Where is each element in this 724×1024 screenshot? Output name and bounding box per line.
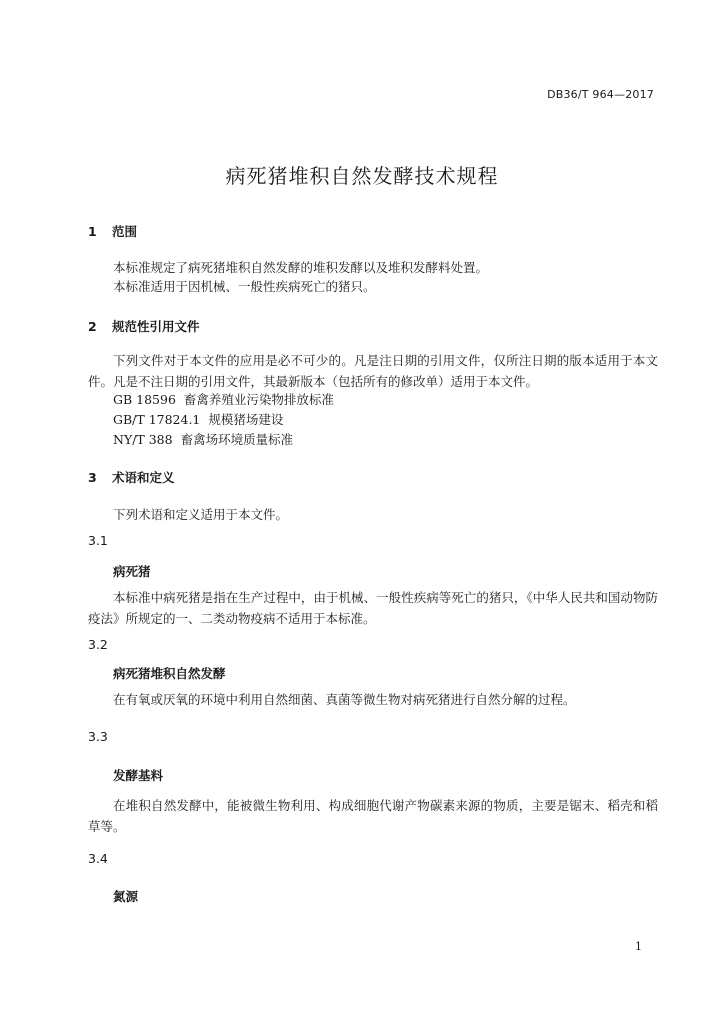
section-1-paragraph-1: 本标准规定了病死猪堆积自然发酵的堆积发酵以及堆积发酵料处置。 (113, 260, 489, 275)
term-number: 3.1 (88, 533, 108, 548)
section-number: 1 (88, 224, 97, 239)
section-title: 范围 (112, 224, 138, 239)
document-title: 病死猪堆积自然发酵技术规程 (225, 164, 499, 188)
reference-item (113, 430, 293, 448)
section-2-intro: 下列文件对于本文件的应用是必不可少的。凡是注日期的引用文件，仅所注日期的版本适用于本文件。凡是不注日期的引用文件，其最新版本（包括所有的修改单）适用于本文件。 (88, 353, 658, 389)
reference-code: GB/T 17824.1 (113, 412, 201, 427)
term-name: 病死猪 (113, 564, 151, 579)
section-3-intro: 下列术语和定义适用于本文件。 (113, 507, 289, 522)
term-number: 3.2 (88, 637, 108, 652)
section-number: 3 (88, 470, 97, 485)
reference-item (113, 390, 334, 408)
reference-item (113, 410, 283, 428)
reference-name: 畜禽养殖业污染物排放标准 (183, 392, 334, 407)
reference-code: GB 18596 (113, 392, 176, 407)
term-number: 3.4 (88, 851, 108, 866)
term-definition: 在堆积自然发酵中，能被微生物利用、构成细胞代谢产物碳素来源的物质，主要是锯末、稻壳和稻草等。 (88, 798, 658, 834)
section-1-paragraph-2: 本标准适用于因机械、一般性疾病死亡的猪只。 (113, 279, 376, 294)
section-number: 2 (88, 319, 97, 334)
term-definition: 本标准中病死猪是指在生产过程中，由于机械、一般性疾病等死亡的猪只，《中华人民共和国动物防疫法》所规定的一、二类动物疫病不适用于本标准。 (88, 590, 658, 626)
standard-code: DB36/T 964—2017 (547, 88, 654, 101)
reference-name: 规模猪场建设 (208, 412, 284, 427)
section-1-heading (88, 222, 137, 240)
term-name: 发酵基料 (113, 768, 164, 783)
term-definition: 在有氧或厌氧的环境中利用自然细菌、真菌等微生物对病死猪进行自然分解的过程。 (113, 692, 576, 707)
section-title: 规范性引用文件 (112, 319, 200, 334)
term-name: 氮源 (113, 889, 139, 904)
reference-name: 畜禽场环境质量标准 (180, 432, 294, 447)
term-number: 3.3 (88, 729, 108, 744)
section-3-heading (88, 468, 175, 486)
section-2-heading (88, 317, 200, 335)
reference-code: NY/T 388 (113, 432, 173, 447)
page-number: 1 (635, 940, 642, 953)
term-name: 病死猪堆积自然发酵 (113, 666, 226, 681)
section-title: 术语和定义 (112, 470, 175, 485)
